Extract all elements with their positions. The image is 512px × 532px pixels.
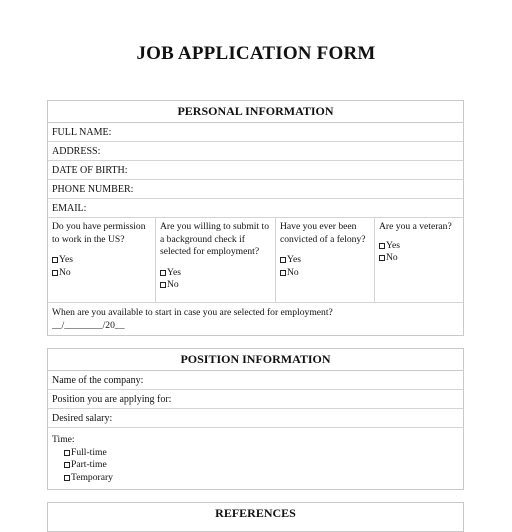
position-information-heading: POSITION INFORMATION xyxy=(48,349,463,371)
availability-question: When are you available to start in case you are selected for employment? xyxy=(52,307,333,318)
option-label: No xyxy=(59,266,71,278)
checkbox-icon xyxy=(64,462,70,468)
checkbox-icon xyxy=(64,450,70,456)
checkbox-icon xyxy=(52,270,58,276)
availability-row[interactable] xyxy=(48,303,463,336)
personal-information-heading: PERSONAL INFORMATION xyxy=(48,101,463,123)
background-check-question xyxy=(156,218,276,302)
question-text: Are you willing to submit to a background check if selected for employment? xyxy=(160,221,269,257)
part-time-checkbox[interactable] xyxy=(64,459,463,472)
option-label: Yes xyxy=(287,254,301,265)
veteran-question xyxy=(375,218,463,302)
checkbox-icon xyxy=(379,255,385,261)
email-field[interactable]: EMAIL: xyxy=(48,199,463,218)
yes-no-questions-row xyxy=(48,218,463,303)
full-name-field[interactable]: FULL NAME: xyxy=(48,123,463,142)
checkbox-icon xyxy=(64,475,70,481)
temporary-checkbox[interactable] xyxy=(64,472,463,485)
checkbox-icon xyxy=(280,270,286,276)
option-label: Yes xyxy=(386,239,400,251)
personal-information-section xyxy=(47,100,464,336)
option-label: No xyxy=(287,266,299,278)
company-name-field[interactable]: Name of the company: xyxy=(48,371,463,390)
checkbox-icon xyxy=(379,243,385,249)
form-title: JOB APPLICATION FORM xyxy=(136,43,376,64)
references-section xyxy=(47,502,464,532)
checkbox-icon xyxy=(160,282,166,288)
veteran-yes-checkbox[interactable] xyxy=(379,240,463,253)
option-label: No xyxy=(386,252,398,263)
desired-salary-field[interactable]: Desired salary: xyxy=(48,409,463,428)
felony-yes-checkbox[interactable] xyxy=(280,254,374,267)
checkbox-icon xyxy=(52,257,58,263)
work-permission-no-checkbox[interactable] xyxy=(52,267,155,280)
address-field[interactable]: ADDRESS: xyxy=(48,142,463,161)
option-label: Full-time xyxy=(71,446,107,458)
checkbox-icon xyxy=(160,270,166,276)
background-check-yes-checkbox[interactable] xyxy=(160,267,275,280)
option-label: No xyxy=(167,279,179,290)
background-check-no-checkbox[interactable] xyxy=(160,279,275,292)
position-information-section xyxy=(47,348,464,490)
full-time-checkbox[interactable] xyxy=(64,447,463,460)
work-permission-question xyxy=(48,218,156,302)
question-text: Are you a veteran? xyxy=(379,221,452,232)
work-permission-yes-checkbox[interactable] xyxy=(52,254,155,267)
checkbox-icon xyxy=(280,257,286,263)
position-applying-field[interactable]: Position you are applying for: xyxy=(48,390,463,409)
felony-no-checkbox[interactable] xyxy=(280,267,374,280)
question-text: Have you ever been convicted of a felony? xyxy=(280,221,366,245)
time-label: Time: xyxy=(52,434,75,445)
references-heading: REFERENCES xyxy=(215,506,296,520)
veteran-no-checkbox[interactable] xyxy=(379,252,463,265)
option-label: Yes xyxy=(59,254,73,265)
phone-number-field[interactable]: PHONE NUMBER: xyxy=(48,180,463,199)
option-label: Yes xyxy=(167,266,181,278)
question-text: Do you have permission to work in the US? xyxy=(52,221,146,245)
time-row xyxy=(48,428,463,489)
availability-date-blank[interactable]: __/________/20__ xyxy=(52,319,125,331)
option-label: Part-time xyxy=(71,459,107,470)
option-label: Temporary xyxy=(71,471,113,483)
felony-question xyxy=(276,218,375,302)
date-of-birth-field[interactable]: DATE OF BIRTH: xyxy=(48,161,463,180)
